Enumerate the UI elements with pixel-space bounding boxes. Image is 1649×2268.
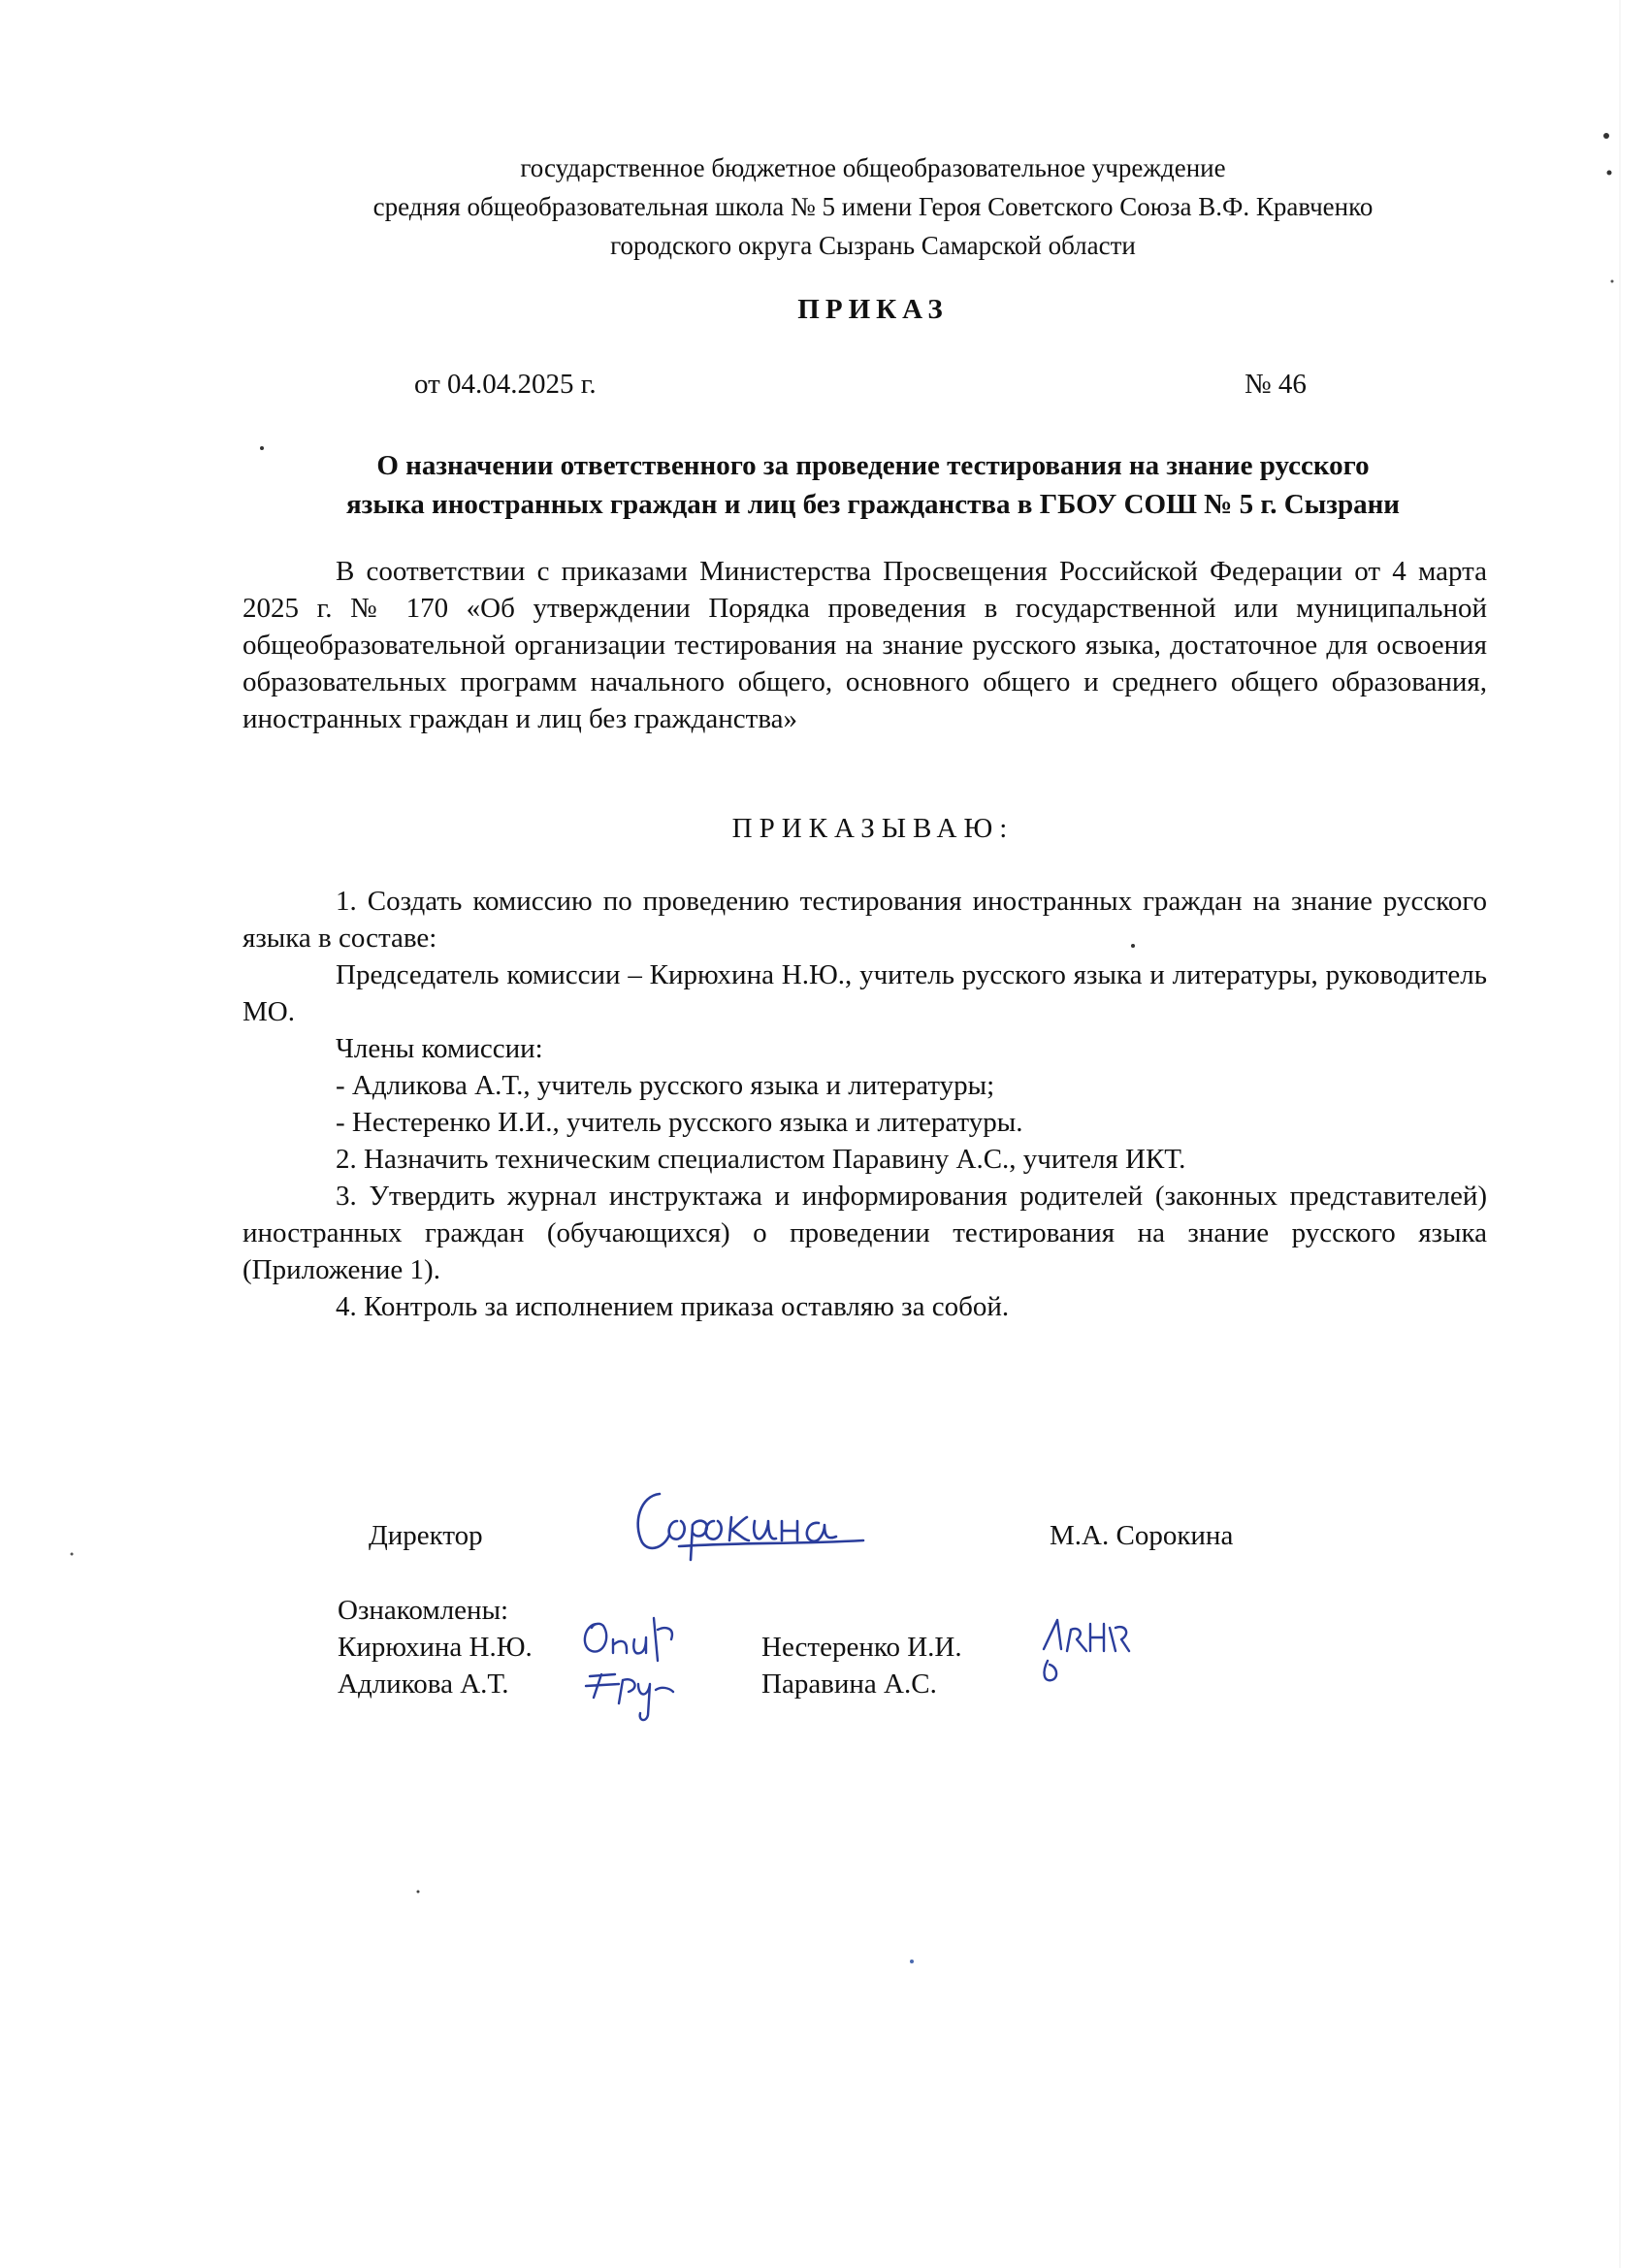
document-title: ПРИКАЗ — [797, 294, 949, 325]
acknowledged-list-column-2 — [761, 1629, 962, 1702]
signatory-role: Директор — [369, 1520, 483, 1551]
order-item-4: 4. Контроль за исполнением приказа оставляю за собой. — [336, 1291, 1010, 1322]
commission-member-1: - Адликова А.Т., учитель русского языка и литературы; — [336, 1070, 995, 1101]
signature-nesterenko — [1028, 1601, 1183, 1702]
organization-header — [242, 148, 1504, 265]
commission-chair: Председатель комиссии – Кирюхина Н.Ю., учитель русского языка и литературы, руководитель МО. — [242, 959, 1487, 1027]
order-items — [242, 883, 1487, 1325]
commission-members-label: Члены комиссии: — [336, 1033, 543, 1064]
acknowledged-person: Адликова А.Т. — [338, 1669, 509, 1700]
acknowledged-label: Ознакомлены: — [338, 1595, 509, 1626]
acknowledged-person: Паравина А.С. — [761, 1669, 937, 1700]
order-date: от 04.04.2025 г. — [414, 369, 597, 400]
order-subject — [242, 446, 1504, 524]
preamble-paragraph: В соответствии с приказами Министерства Просвещения Российской Федерации от 4 марта 2025 г. № 170 «Об утверждении Порядка проведения в государственной или муниципальной общеобразовательной организации тестирования на знание русского языка, достаточное для освоения образовательных программ начального общего, основного общего и среднего общего образования, иностранных граждан и лиц без гражданства» — [242, 556, 1487, 734]
director-signature — [621, 1474, 902, 1567]
header-line-3: городского округа Сызрань Самарской области — [610, 231, 1136, 260]
signature-adlikova — [580, 1659, 687, 1732]
header-line-2: средняя общеобразовательная школа № 5 имени Героя Советского Союза В.Ф. Кравченко — [372, 192, 1374, 221]
order-number: № 46 — [1245, 369, 1307, 400]
order-item-1: 1. Создать комиссию по проведению тестирования иностранных граждан на знание русского языка в составе: — [242, 886, 1487, 954]
subject-line-1: О назначении ответственного за проведение тестирования на знание русского — [376, 450, 1370, 481]
acknowledged-person: Кирюхина Н.Ю. — [338, 1632, 533, 1663]
commission-member-2: - Нестеренко И.И., учитель русского языка и литературы. — [336, 1107, 1023, 1138]
header-line-1: государственное бюджетное общеобразовательное учреждение — [520, 153, 1226, 182]
order-item-3: 3. Утвердить журнал инструктажа и информирования родителей (законных представителей) иностранных граждан (обучающихся) о проведении тестирования на знание русского языка (Приложение 1). — [242, 1181, 1487, 1285]
order-directive-heading: ПРИКАЗЫВАЮ: — [731, 813, 1015, 844]
acknowledged-list — [338, 1592, 533, 1702]
signatory-name: М.А. Сорокина — [1050, 1520, 1234, 1551]
acknowledged-person: Нестеренко И.И. — [761, 1632, 962, 1663]
subject-line-2: языка иностранных граждан и лиц без гражданства в ГБОУ СОШ № 5 г. Сызрани — [345, 489, 1401, 520]
order-item-2: 2. Назначить техническим специалистом Паравину А.С., учителя ИКТ. — [336, 1144, 1186, 1175]
